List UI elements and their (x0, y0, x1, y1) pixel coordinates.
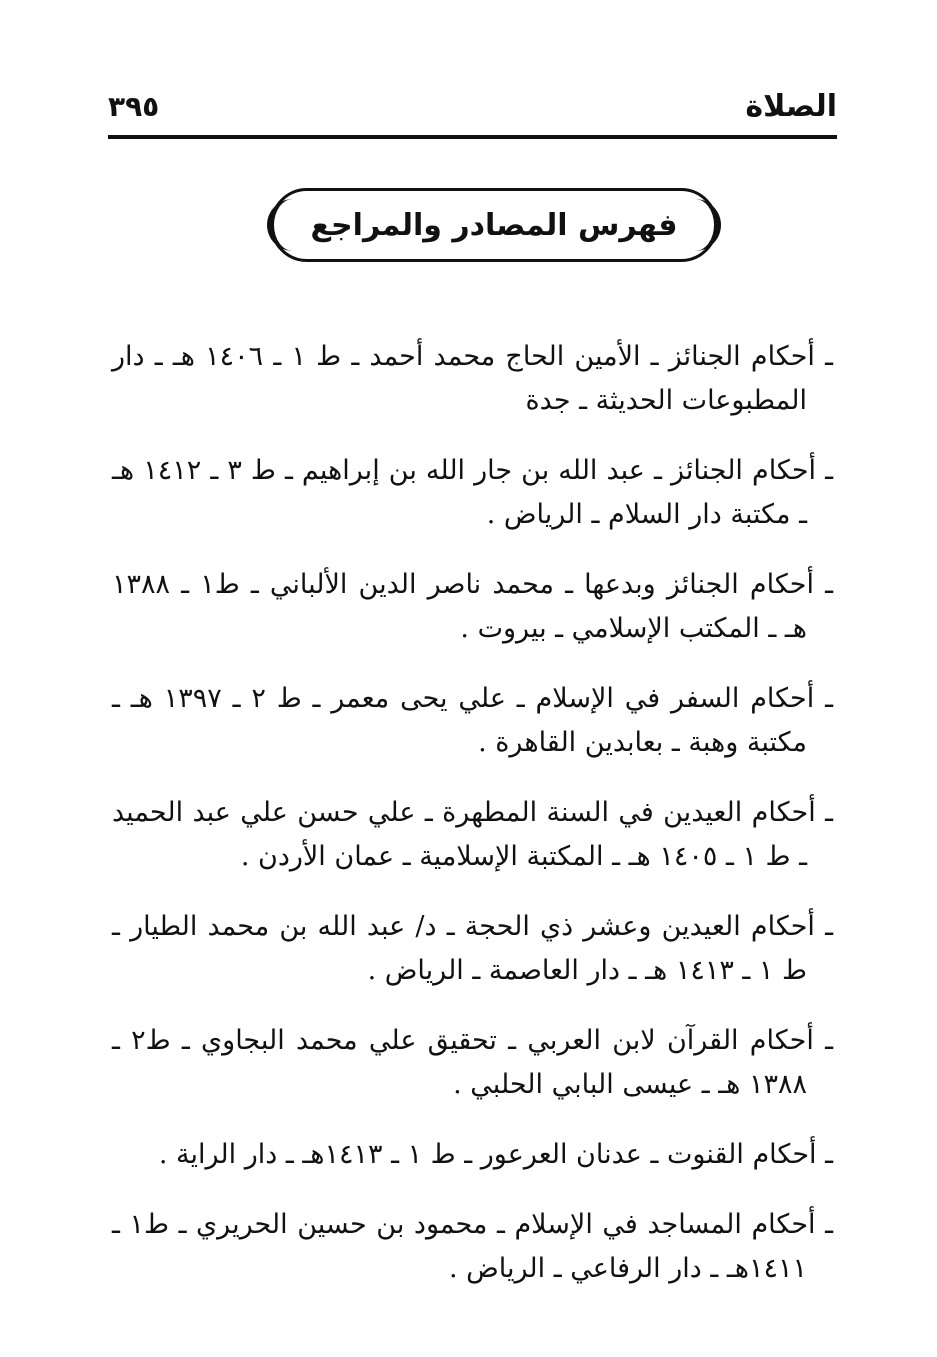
bibliography-entry: ـ أحكام السفر في الإسلام ـ علي يحى معمر ـ ط ٢ ـ ١٣٩٧ هـ ـ مكتبة وهبة ـ بعابدين القاهرة . (112, 683, 833, 758)
chapter-title: الصلاة (745, 88, 837, 124)
bibliography-entry: ـ أحكام الجنائز ـ عبد الله بن جار الله بن إبراهيم ـ ط ٣ ـ ١٤١٢ هـ ـ مكتبة دار السلام ـ الرياض . (112, 455, 834, 530)
bibliography-entry: ـ أحكام المساجد في الإسلام ـ محمود بن حسين الحريري ـ ط١ ـ ١٤١١هـ ـ دار الرفاعي ـ الرياض . (112, 1209, 834, 1284)
bibliography-entry: ـ أحكام العيدين في السنة المطهرة ـ علي حسن علي عبد الحميد ـ ط ١ ـ ١٤٠٥ هـ ـ المكتبة الإسلامية ـ عمان الأردن . (112, 797, 833, 872)
running-head (108, 82, 837, 130)
bibliography-entry: ـ أحكام الجنائز وبدعها ـ محمد ناصر الدين الألباني ـ ط١ ـ ١٣٨٨ هـ ـ المكتب الإسلامي ـ بيروت . (112, 569, 833, 644)
page-number: ٣٩٥ (108, 89, 160, 123)
bibliography-list (112, 335, 833, 1317)
bibliography-entry: ـ أحكام العيدين وعشر ذي الحجة ـ د/ عبد الله بن محمد الطيار ـ ط ١ ـ ١٤١٣ هـ ـ دار العاصمة ـ الرياض . (112, 911, 833, 986)
bibliography-entry: ـ أحكام القرآن لابن العربي ـ تحقيق علي محمد البجاوي ـ ط٢ ـ ١٣٨٨ هـ ـ عيسى البابي الحلبي . (112, 1025, 833, 1100)
bibliography-entry: ـ أحكام الجنائز ـ الأمين الحاج محمد أحمد ـ ط ١ ـ ١٤٠٦ هـ ـ دار المطبوعات الحديثة ـ جدة (112, 341, 833, 416)
section-title: فهرس المصادر والمراجع (310, 207, 678, 243)
bibliography-entry: ـ أحكام القنوت ـ عدنان العرعور ـ ط ١ ـ ١٤١٣هـ ـ دار الراية . (158, 1139, 833, 1170)
header-divider (108, 135, 837, 139)
section-title-frame (270, 188, 718, 262)
